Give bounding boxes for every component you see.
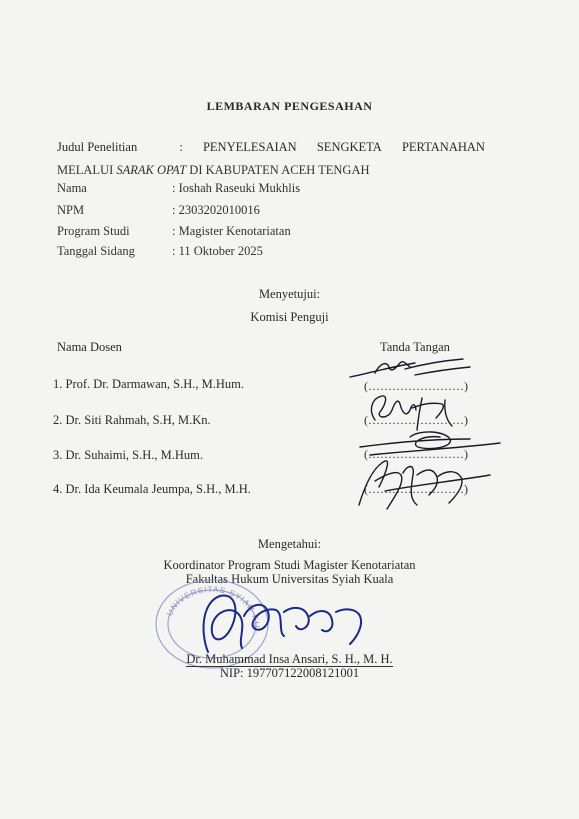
mengetahui-label: Mengetahui: [257,537,322,551]
judul-row [57,140,485,155]
examiner-3-name: 3. Dr. Suhaimi, S.H., M.Hum. [53,448,204,462]
judul-line-2 [57,163,370,178]
nama-value: : Ioshah Raseuki Mukhlis [172,181,301,195]
prodi-value: : Magister Kenotariatan [172,224,291,238]
judul-word-3: PERTANAHAN [401,140,485,154]
judul-line2-suffix: DI KABUPATEN ACEH TENGAH [186,163,370,177]
npm-label: NPM [57,203,85,217]
judul-line2-prefix: MELALUI [57,163,117,177]
signer-nip: NIP: 197707122008121001 [219,666,360,680]
document-title: LEMBARAN PENGESAHAN [206,99,373,113]
koordinator-line-2: Fakultas Hukum Universitas Syiah Kuala [185,572,394,586]
signature-examiner-1 [345,355,475,385]
seal-text: UNIVERSITAS SYIAH KUALA [148,569,262,629]
examiner-3-dots: (……………………) [364,447,468,461]
signer-name [0,652,579,667]
signature-examiner-4 [345,455,495,515]
judul-word-2: SENGKETA [316,140,382,154]
signer-name-text: Dr. Muhammad Insa Ansari, S. H., M. H. [186,652,393,666]
nama-label: Nama [57,181,87,195]
judul-word-1: PENYELESAIAN [202,140,297,154]
tanggal-label: Tanggal Sidang [57,244,135,258]
examiner-4-name: 4. Dr. Ida Keumala Jeumpa, S.H., M.H. [53,482,251,496]
judul-label: Judul Penelitian [57,140,138,154]
npm-value: : 2303202010016 [172,203,260,217]
signature-coordinator [180,582,380,662]
tanda-tangan-header: Tanda Tangan [380,340,450,354]
examiner-4-dots: (……………………) [364,482,468,496]
tanggal-value: : 11 Oktober 2025 [172,244,263,258]
komisi-label: Komisi Penguji [250,310,329,324]
judul-colon: : [179,140,183,154]
menyetujui-label: Menyetujui: [258,287,321,301]
examiner-2-name: 2. Dr. Siti Rahmah, S.H, M.Kn. [53,413,211,427]
judul-line2-italic: SARAK OPAT [116,163,187,177]
prodi-label: Program Studi [57,224,130,238]
nama-dosen-header: Nama Dosen [57,340,122,354]
koordinator-line-1: Koordinator Program Studi Magister Kenotariatan [163,558,416,572]
examiner-1-name: 1. Prof. Dr. Darmawan, S.H., M.Hum. [53,377,244,391]
examiner-1-dots: (……………………) [364,379,468,393]
examiner-2-dots: (……………………) [364,413,468,427]
